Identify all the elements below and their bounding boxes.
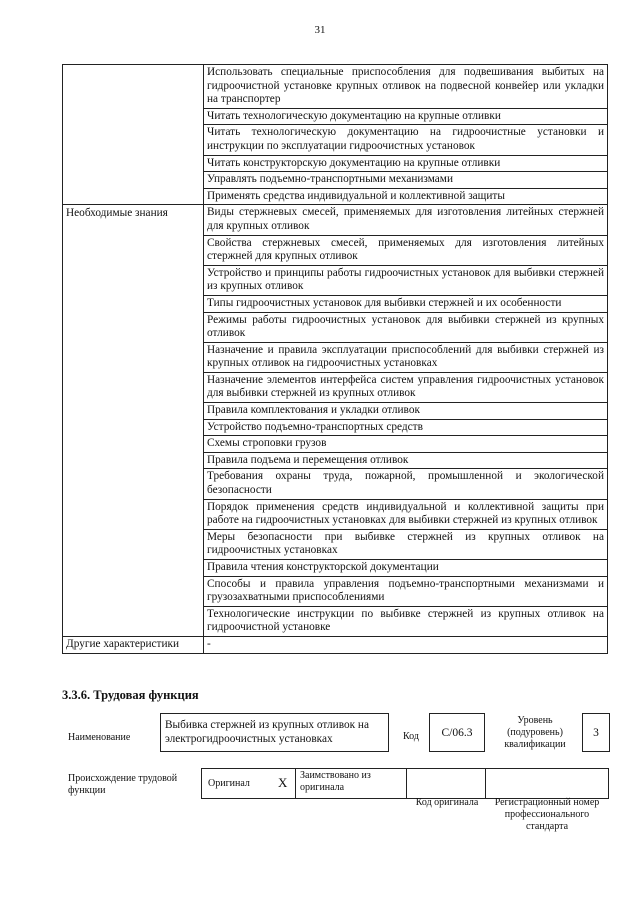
knowledge-item: Устройство подъемно-транспортных средств (204, 419, 608, 436)
knowledge-item: Устройство и принципы работы гидроочистных установок для выбивки стержней из крупных отливок (204, 265, 608, 295)
origin-box (201, 768, 609, 799)
table-row (63, 636, 608, 653)
code-original-label: Код оригинала (415, 797, 479, 808)
level-value: 3 (593, 726, 599, 739)
code-label: Код (403, 731, 419, 742)
knowledge-item: Меры безопасности при выбивке стержней из крупных отливок на гидроочистных установках (204, 529, 608, 559)
divider (485, 769, 486, 798)
level-label: Уровень (подуровень) квалификации (504, 715, 566, 750)
skill-item: Читать технологическую документацию на крупные отливки (204, 108, 608, 125)
table-row (63, 65, 608, 109)
other-characteristics-label: Другие характеристики (63, 636, 204, 653)
knowledge-item: Правила комплектования и укладки отливок (204, 403, 608, 420)
skill-item: Управлять подъемно-транспортными механизмами (204, 172, 608, 189)
knowledge-item: Способы и правила управления подъемно-транспортными механизмами и грузозахватными приспособлениями (204, 576, 608, 606)
knowledge-item: Требования охраны труда, пожарной, промышленной и экологической безопасности (204, 469, 608, 499)
knowledge-item: Правила подъема и перемещения отливок (204, 452, 608, 469)
knowledge-item: Технологические инструкции по выбивке стержней из крупных отливок на гидроочистной установке (204, 606, 608, 636)
borrowed-label: Заимствовано из оригинала (300, 770, 371, 793)
knowledge-item: Правила чтения конструкторской документации (204, 560, 608, 577)
section-title: 3.3.6. Трудовая функция (62, 688, 199, 702)
reg-number-label: Регистрационный номер профессионального стандарта (494, 797, 600, 832)
page-number: 31 (314, 24, 326, 36)
origin-label: Происхождение трудовой функции (68, 773, 178, 796)
original-mark: X (278, 775, 288, 790)
level-box (582, 713, 610, 752)
skills-label-cell (63, 65, 204, 205)
knowledge-item: Виды стержневых смесей, применяемых для изготовления литейных стержней для крупных отливок (204, 205, 608, 235)
skill-item: Применять средства индивидуальной и коллективной защиты (204, 188, 608, 205)
name-value: Выбивка стержней из крупных отливок на электрогидроочистных установках (165, 719, 369, 745)
skill-item: Читать технологическую документацию на гидроочистные установки и инструкции по эксплуатации гидроочистных установок (204, 125, 608, 155)
divider (295, 769, 296, 798)
code-box (429, 713, 485, 752)
name-label: Наименование (68, 732, 131, 743)
knowledge-item: Назначение и правила эксплуатации приспособлений для выбивки стержней из крупных отливок на гидроочистных установках (204, 342, 608, 372)
original-label: Оригинал (208, 778, 250, 789)
table-row (63, 205, 608, 235)
knowledge-item: Назначение элементов интерфейса систем управления гидроочистных установок для выбивки стержней из крупных отливок (204, 372, 608, 402)
code-value: С/06.3 (441, 726, 473, 739)
knowledge-item: Свойства стержневых смесей, применяемых для изготовления литейных стержней для крупных отливок (204, 235, 608, 265)
other-characteristics-value: - (204, 636, 608, 653)
name-box (160, 713, 389, 752)
knowledge-item: Порядок применения средств индивидуальной и коллективной защиты при работе на гидроочистных установках для выбивки стержней из крупных отливок (204, 499, 608, 529)
skill-item: Читать конструкторскую документацию на крупные отливки (204, 155, 608, 172)
skill-item: Использовать специальные приспособления для подвешивания выбитых на гидроочистной установке крупных отливок на подвесной конвейер или укладки на транспортер (204, 65, 608, 109)
skills-knowledge-table (62, 64, 608, 654)
knowledge-item: Схемы строповки грузов (204, 436, 608, 453)
knowledge-label: Необходимые знания (63, 205, 204, 637)
knowledge-item: Типы гидроочистных установок для выбивки стержней и их особенности (204, 295, 608, 312)
knowledge-item: Режимы работы гидроочистных установок для выбивки стержней из крупных отливок (204, 312, 608, 342)
divider (406, 769, 407, 798)
